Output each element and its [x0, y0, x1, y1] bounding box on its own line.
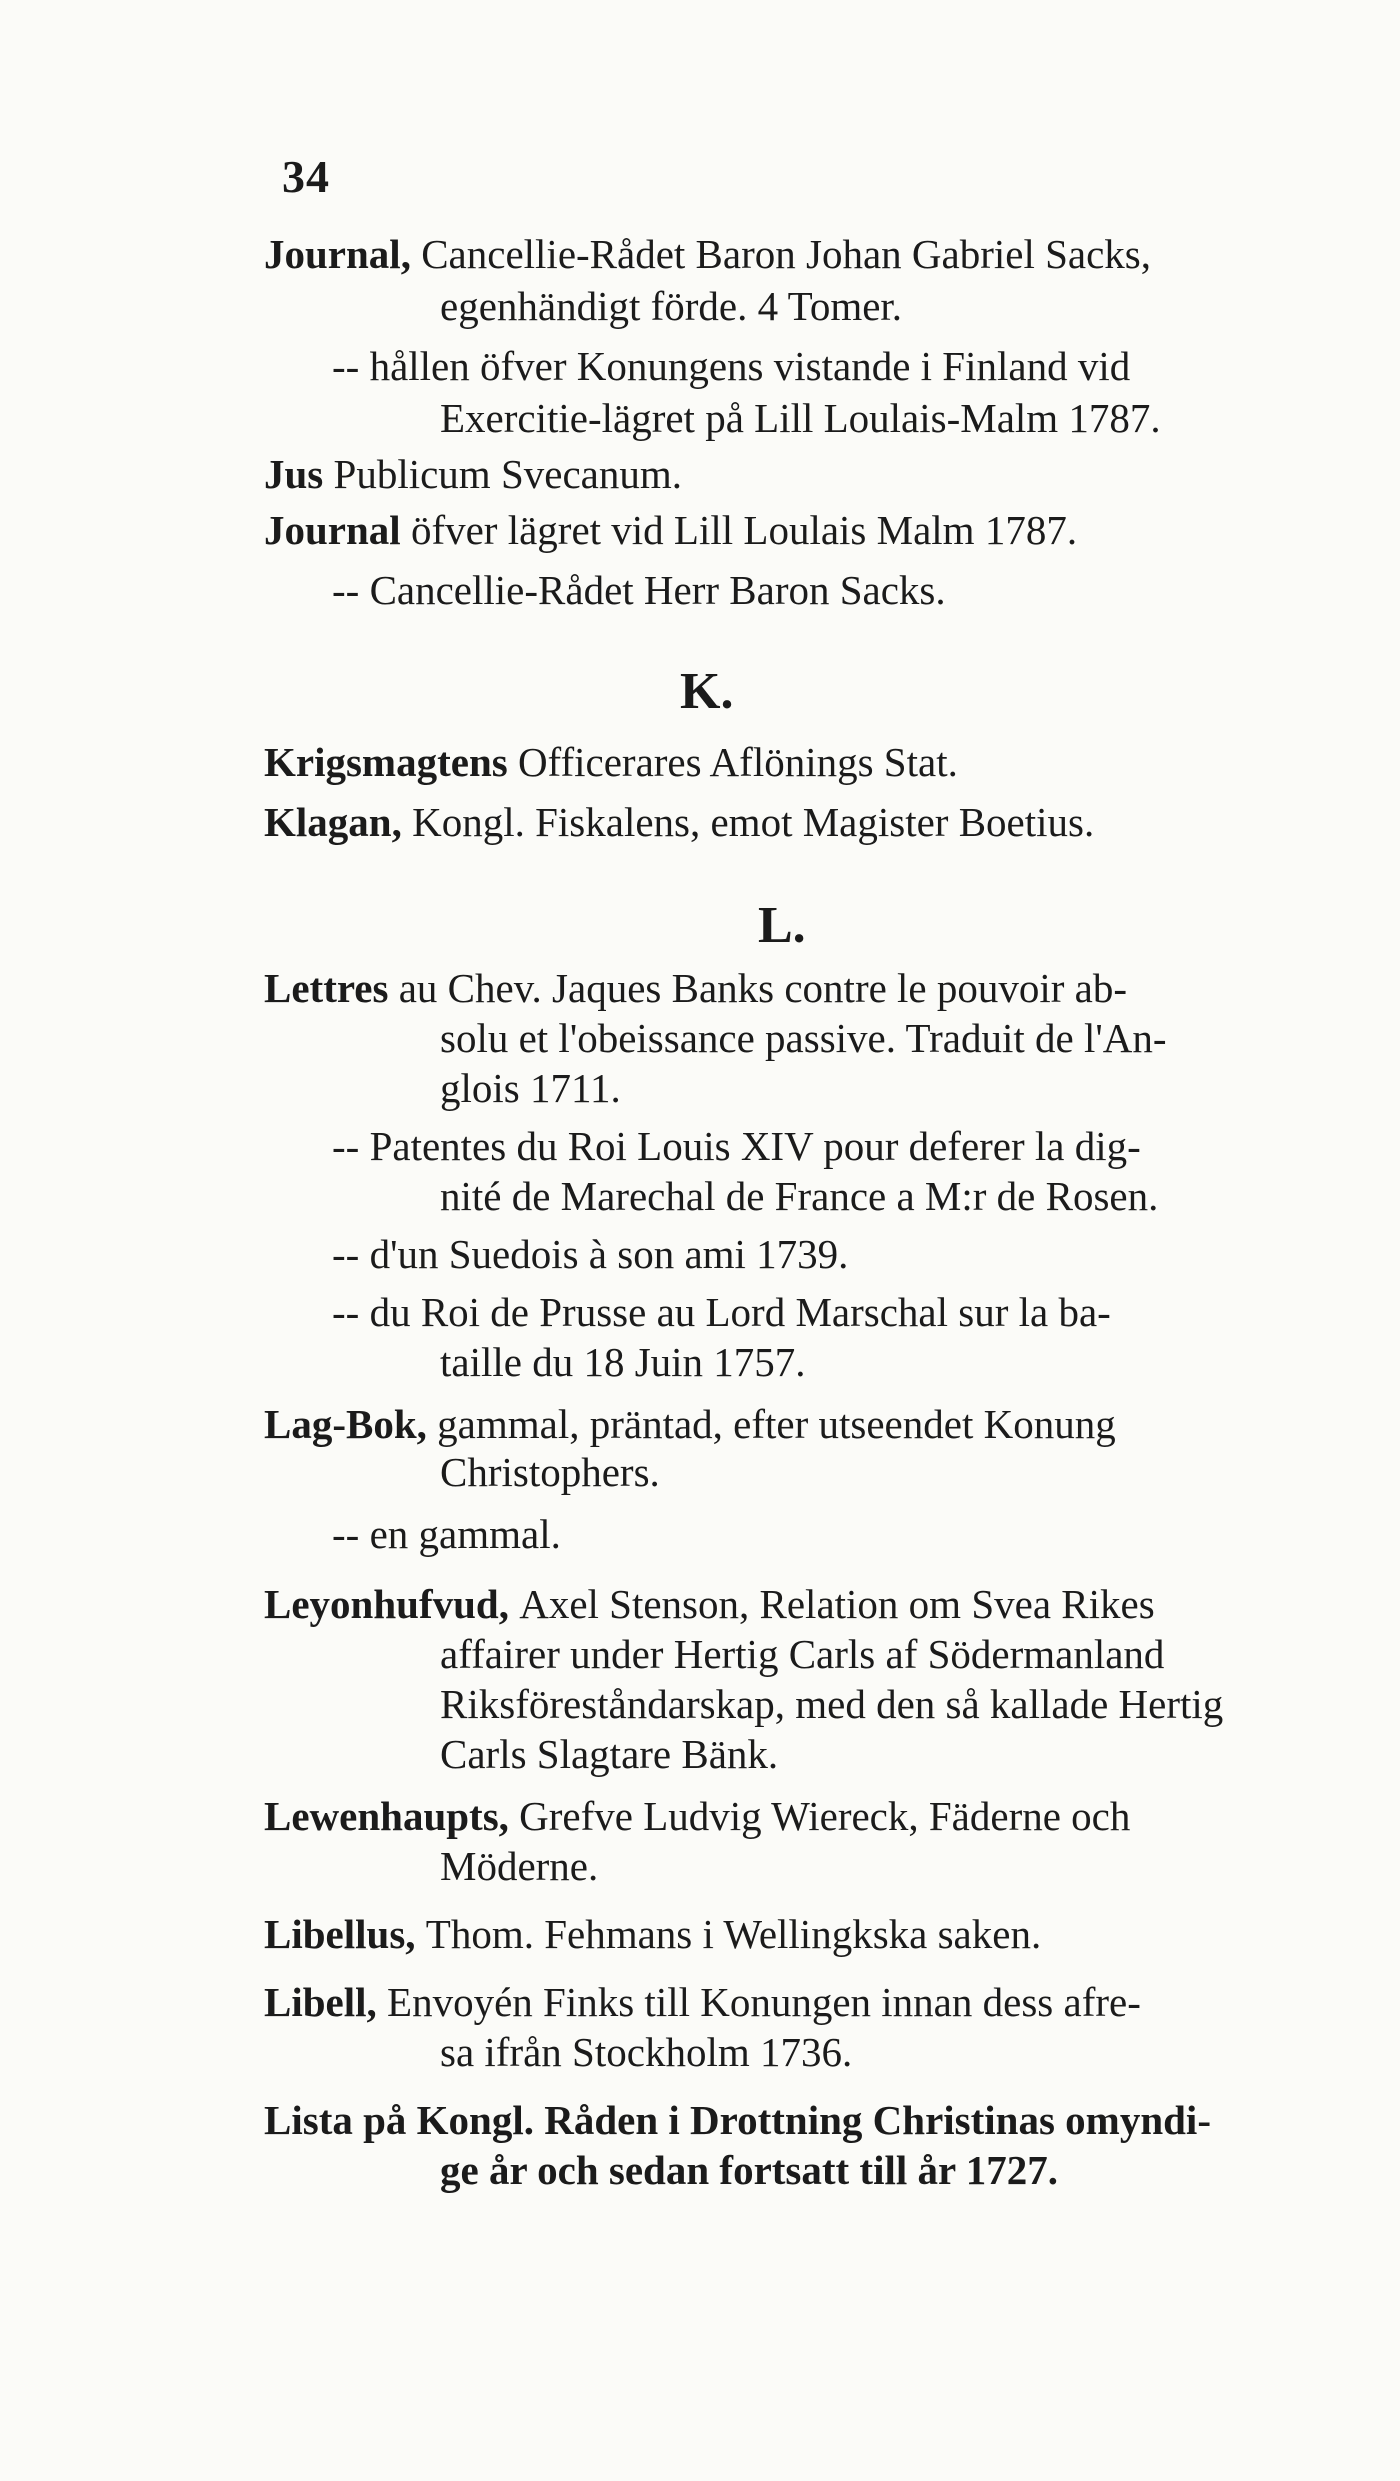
entry-lista: [264, 2096, 1211, 2144]
entry-text: Carls Slagtare Bänk.: [440, 1731, 779, 1777]
entry-lettres: [264, 964, 1127, 1012]
entry-continuation: [440, 1730, 778, 1778]
entry-text: Kongl. Fiskalens, emot Magister Boetius.: [412, 799, 1095, 845]
entry-continuation: [440, 2028, 852, 2076]
entry-continuation: [440, 1842, 598, 1890]
entry-text: glois 1711.: [440, 1065, 621, 1111]
entry-text: Exercitie-lägret på Lill Loulais-Malm 1787.: [440, 395, 1161, 441]
entry-continuation: [440, 1680, 1223, 1728]
entry-continuation: [440, 2146, 1058, 2194]
entry-leyonhufvud: [264, 1580, 1155, 1628]
entry-lettres-sub: [332, 1122, 1141, 1170]
ditto-mark: --: [332, 1289, 370, 1335]
ditto-mark: --: [332, 1123, 370, 1169]
entry-text: Patentes du Roi Louis XIV pour deferer la dig-: [369, 1123, 1141, 1169]
ditto-mark: --: [332, 1231, 370, 1277]
entry-krigsmagtens: [264, 738, 958, 786]
entry-text: Riksföreståndarskap, med den så kallade Hertig: [440, 1681, 1224, 1727]
entry-text: Officerares Aflönings Stat.: [517, 739, 958, 785]
entry-continuation: [440, 394, 1161, 442]
entry-text: Kongl. Råden i Drottning Christinas omyndi-: [416, 2097, 1211, 2143]
entry-text: Publicum Svecanum.: [333, 451, 682, 497]
entry-lewenhaupts: [264, 1792, 1130, 1840]
entry-text: taille du 18 Juin 1757.: [440, 1339, 806, 1385]
entry-text: Möderne.: [440, 1843, 599, 1889]
entry-continuation: [440, 1448, 660, 1496]
entry-continuation: [440, 1172, 1158, 1220]
entry-text: sa ifrån Stockholm 1736.: [440, 2029, 853, 2075]
entry-text: Axel Stenson, Relation om Svea Rikes: [519, 1581, 1155, 1627]
entry-klagan: [264, 798, 1094, 846]
entry-head: Lewenhaupts,: [264, 1793, 520, 1839]
ditto-mark: --: [332, 343, 370, 389]
entry-head: Journal,: [264, 231, 422, 277]
entry-text: gammal, präntad, efter utseendet Konung: [437, 1401, 1116, 1447]
section-letter-l: L.: [758, 897, 806, 954]
entry-journal-lager: [264, 506, 1077, 554]
entry-libellus: [264, 1910, 1041, 1958]
entry-head: Lettres: [264, 965, 399, 1011]
entry-text: en gammal.: [369, 1511, 561, 1557]
entry-head: Krigsmagtens: [264, 739, 518, 785]
entry-continuation: [440, 1064, 621, 1112]
entry-journal-sub: [332, 342, 1130, 390]
section-letter-k: K.: [680, 663, 734, 720]
entry-text: solu et l'obeissance passive. Traduit de l'An-: [440, 1015, 1167, 1061]
page-number: 34: [282, 151, 330, 202]
entry-head: Libell,: [264, 1979, 388, 2025]
entry-head: Journal: [264, 507, 411, 553]
entry-lettres-sub: [332, 1230, 848, 1278]
entry-continuation: [440, 1014, 1167, 1062]
entry-text: au Chev. Jaques Banks contre le pouvoir ab-: [398, 965, 1128, 1011]
ditto-mark: --: [332, 1511, 370, 1557]
entry-text: Christophers.: [440, 1449, 660, 1495]
entry-libell: [264, 1978, 1141, 2026]
entry-text: egenhändigt förde. 4 Tomer.: [440, 283, 903, 329]
entry-head: Klagan,: [264, 799, 413, 845]
entry-journal: [264, 230, 1151, 278]
entry-text: Envoyén Finks till Konungen innan dess afre-: [387, 1979, 1141, 2025]
entry-text: Cancellie-Rådet Herr Baron Sacks.: [369, 567, 946, 613]
entry-continuation: [440, 1630, 1164, 1678]
entry-journal-sub: [332, 566, 946, 614]
entry-text: ge år och sedan fortsatt till år 1727.: [440, 2147, 1058, 2193]
entry-jus: [264, 450, 682, 498]
entry-head: Libellus,: [264, 1911, 426, 1957]
entry-text: hållen öfver Konungens vistande i Finland vid: [369, 343, 1131, 389]
entry-text: du Roi de Prusse au Lord Marschal sur la ba-: [369, 1289, 1111, 1335]
entry-text: nité de Marechal de France a M:r de Rosen.: [440, 1173, 1159, 1219]
entry-text: d'un Suedois à son ami 1739.: [369, 1231, 849, 1277]
entry-text: öfver lägret vid Lill Loulais Malm 1787.: [410, 507, 1078, 553]
ditto-mark: --: [332, 567, 370, 613]
entry-lettres-sub: [332, 1288, 1111, 1336]
entry-head: Jus: [264, 451, 334, 497]
entry-lag-bok-sub: [332, 1510, 561, 1558]
entry-continuation: [440, 1338, 806, 1386]
entry-head: Lag-Bok,: [264, 1401, 438, 1447]
entry-head: Leyonhufvud,: [264, 1581, 520, 1627]
entry-text: affairer under Hertig Carls af Södermanland: [440, 1631, 1165, 1677]
entry-text: Thom. Fehmans i Wellingkska saken.: [425, 1911, 1042, 1957]
entry-lag-bok: [264, 1400, 1116, 1448]
entry-head: Lista på: [264, 2097, 417, 2143]
entry-text: Cancellie-Rådet Baron Johan Gabriel Sacks,: [421, 231, 1151, 277]
entry-continuation: [440, 282, 902, 330]
entry-text: Grefve Ludvig Wiereck, Fäderne och: [519, 1793, 1131, 1839]
